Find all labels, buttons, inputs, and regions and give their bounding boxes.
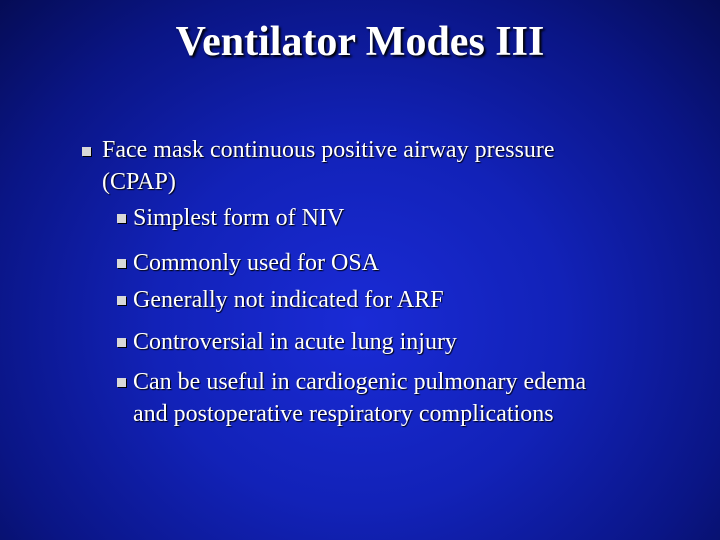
slide-title: Ventilator Modes III — [175, 19, 545, 65]
main-bullet-line-1: Face mask continuous positive airway pressure — [102, 137, 555, 163]
sub-bullet-item-1: Simplest form of NIV — [133, 205, 345, 231]
sub-bullet-item-2: Commonly used for OSA — [133, 250, 379, 276]
sub-bullet-item-3: Generally not indicated for ARF — [133, 287, 444, 313]
square-bullet-icon — [117, 259, 126, 268]
square-bullet-icon — [117, 378, 126, 387]
square-bullet-icon — [117, 338, 126, 347]
square-bullet-icon — [117, 296, 126, 305]
square-bullet-icon — [82, 147, 91, 156]
sub-bullet-item-5-line-2: and postoperative respiratory complications — [133, 401, 554, 427]
square-bullet-icon — [117, 214, 126, 223]
sub-bullet-item-5-line-1: Can be useful in cardiogenic pulmonary edema — [133, 369, 587, 395]
sub-bullet-item-4: Controversial in acute lung injury — [133, 329, 457, 355]
main-bullet-line-2: (CPAP) — [102, 169, 176, 195]
